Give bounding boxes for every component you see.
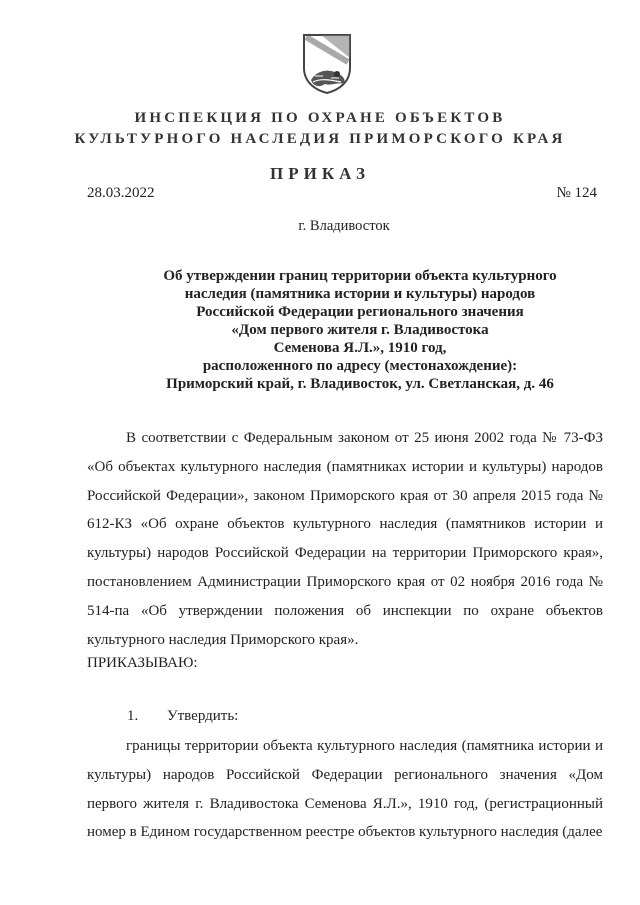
subject-line: Российской Федерации регионального значения: [196, 304, 524, 320]
subject-line: Об утверждении границ территории объекта культурного: [163, 268, 557, 284]
subject-line: Приморский край, г. Владивосток, ул. Светланская, д. 46: [166, 376, 554, 392]
document-subject: [120, 267, 600, 393]
agency-name-line-2: КУЛЬТУРНОГО НАСЛЕДИЯ ПРИМОРСКОГО КРАЯ: [74, 131, 566, 147]
subject-line: «Дом первого жителя г. Владивостока: [231, 322, 489, 338]
subject-line: расположенного по адресу (местонахождение):: [202, 358, 518, 374]
document-type: ПРИКАЗ: [270, 164, 370, 183]
document-number: № 124: [556, 185, 597, 201]
preamble-section: [87, 424, 603, 654]
list-item-label: Утвердить:: [167, 708, 239, 724]
subject-line: Семенова Я.Л.», 1910 год,: [273, 340, 447, 356]
document-date: 28.03.2022: [87, 185, 155, 201]
item1-paragraph: границы территории объекта культурного наследия (памятника истории и культуры) народов Российской Федерации регионального значения «Дом первого жителя г. Владивостока Семенова Я.Л.», 1910 год, (регистрационный номер в Едином государственном реестре объектов культурного наследия (далее: [87, 738, 603, 841]
list-item-1: [127, 708, 238, 725]
list-item-number: 1.: [127, 708, 139, 724]
agency-name-line-1: ИНСПЕКЦИЯ ПО ОХРАНЕ ОБЪЕКТОВ: [134, 110, 506, 126]
subject-line: наследия (памятника истории и культуры) народов: [184, 286, 536, 302]
item1-body-section: [87, 732, 603, 847]
document-city: г. Владивосток: [298, 218, 390, 234]
coat-of-arms-icon: [301, 32, 353, 94]
command-word: ПРИКАЗЫВАЮ:: [87, 655, 198, 671]
preamble-paragraph: В соответствии с Федеральным законом от 25 июня 2002 года № 73-ФЗ «Об объектах культурного наследия (памятниках истории и культуры) народов Российской Федерации», законом Приморского края от 30 апреля 2015 года № 612-КЗ «Об охране объектов культурного наследия (памятников истории и культуры) народов Российской Федерации на территории Приморского края», постановлением Администрации Приморского края от 02 ноября 2016 года № 514-па «Об утверждении положения об инспекции по охране объектов культурного наследия Приморского края».: [87, 430, 603, 648]
